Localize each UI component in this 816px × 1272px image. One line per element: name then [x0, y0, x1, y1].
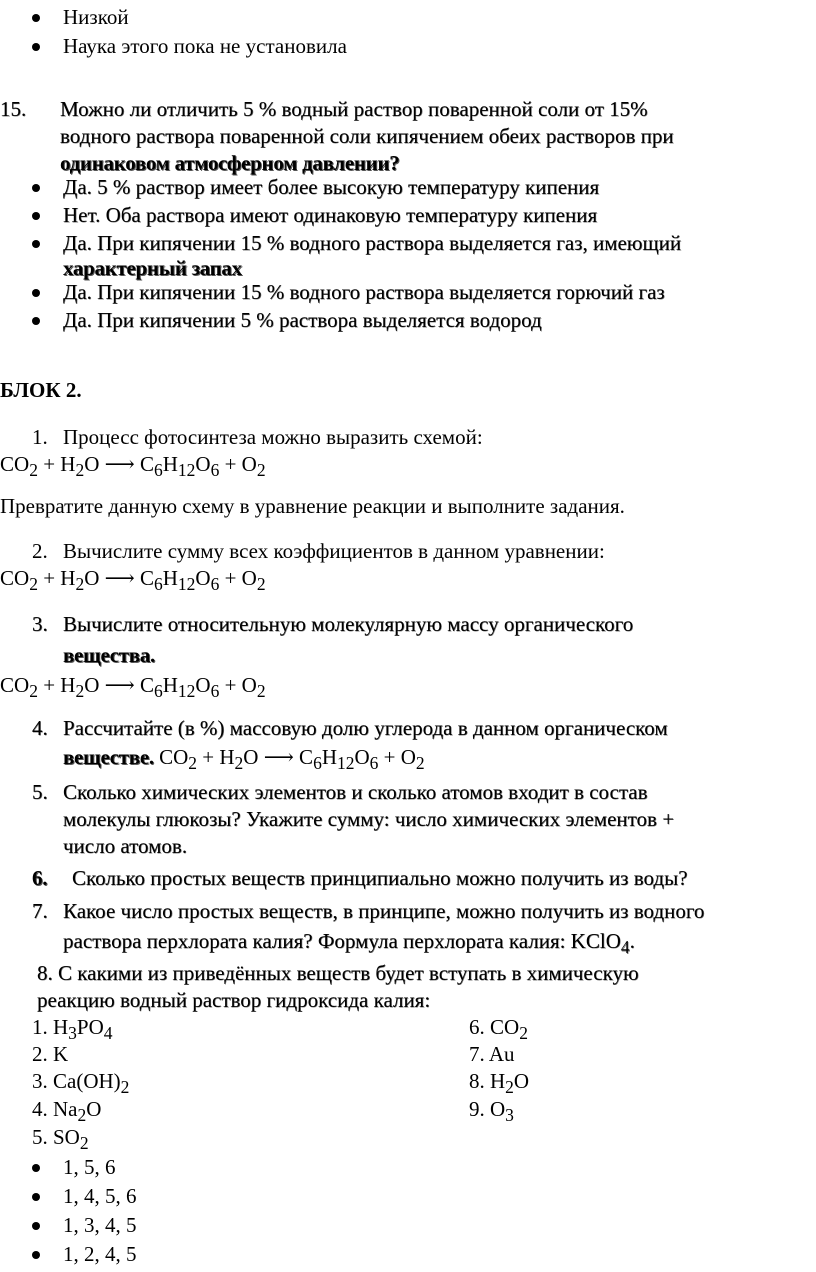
answer-option: 1, 2, 4, 5	[63, 1242, 137, 1266]
substance-item: 3. $Ca(OH)_2$	[32, 1069, 130, 1098]
question-text: Можно ли отличить 5 % водный раствор поваренной соли от 15%	[60, 97, 648, 121]
question-text: 8. С какими из приведённых веществ будет вступать в химическую	[37, 961, 639, 985]
answer-option: Низкой	[63, 5, 129, 29]
question-text: одинаковом атмосферном давлении?	[60, 151, 400, 175]
question-text: Какое число простых веществ, в принципе, можно получить из водного	[63, 899, 705, 923]
bullet-icon	[32, 184, 40, 192]
question-number: 7.	[32, 899, 48, 923]
reaction-equation: $CO_2 + H_2O$ ⟶ $C_6H_{12}O_6 + O_2$	[0, 566, 266, 595]
substance-item: 9. $O_3$	[469, 1097, 514, 1126]
question-text: Вычислите сумму всех коэффициентов в данном уравнении:	[63, 539, 605, 563]
question-text: водного раствора поваренной соли кипячением обеих растворов при	[60, 124, 674, 148]
answer-option: Да. При кипячении 15 % водного раствора выделяется горючий газ	[63, 280, 665, 304]
question-number: 6.	[32, 866, 48, 890]
bullet-icon	[32, 14, 40, 22]
answer-option: 1, 3, 4, 5	[63, 1213, 137, 1237]
substance-item: 8. $H_2O$	[469, 1069, 530, 1098]
answer-option: Да. 5 % раствор имеет более высокую температуру кипения	[63, 175, 600, 199]
bullet-icon	[32, 317, 40, 325]
answer-option: характерный запах	[63, 256, 242, 280]
question-text: вещества.	[63, 643, 155, 667]
question-text: Процесс фотосинтеза можно выразить схемой:	[63, 425, 483, 449]
question-text: реакцию водный раствор гидроксида калия:	[37, 988, 431, 1012]
bullet-icon	[32, 1251, 40, 1259]
section-heading: БЛОК 2.	[0, 378, 82, 402]
question-text: Сколько простых веществ принципиально можно получить из воды?	[72, 866, 688, 890]
question-number: 1.	[32, 425, 48, 449]
substance-item: 6. $CO_2$	[469, 1015, 528, 1044]
instruction-text: Превратите данную схему в уравнение реакции и выполните задания.	[0, 494, 625, 518]
question-text: число атомов.	[63, 834, 188, 858]
question-number: 4.	[32, 716, 48, 740]
question-text: Рассчитайте (в %) массовую долю углерода в данном органическом	[63, 716, 668, 740]
question-text: Сколько химических элементов и сколько атомов входит в состав	[63, 780, 648, 804]
question-number: 15.	[0, 97, 27, 121]
bullet-icon	[32, 240, 40, 248]
answer-option: Наука этого пока не установила	[63, 34, 347, 58]
question-number: 5.	[32, 780, 48, 804]
reaction-equation: $CO_2 + H_2O$ ⟶ $C_6H_{12}O_6 + O_2$	[0, 452, 266, 481]
question-text: раствора перхлората калия? Формула перхлората калия: KClO$_4$.	[63, 929, 635, 958]
question-text: Вычислите относительную молекулярную массу органического	[63, 612, 634, 636]
bullet-icon	[32, 289, 40, 297]
reaction-equation: $CO_2 + H_2O$ ⟶ $C_6H_{12}O_6 + O_2$	[0, 673, 266, 702]
bullet-icon	[32, 1222, 40, 1230]
bullet-icon	[32, 212, 40, 220]
answer-option: 1, 4, 5, 6	[63, 1184, 137, 1208]
question-text: молекулы глюкозы? Укажите сумму: число химических элементов +	[63, 807, 675, 831]
substance-item: 2. K	[32, 1042, 69, 1066]
substance-item: 4. $Na_2O$	[32, 1097, 102, 1126]
substance-item: 5. $SO_2$	[32, 1125, 89, 1154]
answer-option: Нет. Оба раствора имеют одинаковую температуру кипения	[63, 203, 598, 227]
answer-option: Да. При кипячении 5 % раствора выделяется водород	[63, 308, 542, 332]
question-number: 3.	[32, 612, 48, 636]
answer-option: Да. При кипячении 15 % водного раствора выделяется газ, имеющий	[63, 231, 682, 255]
question-text: веществе. $CO_2 + H_2O$ ⟶ $C_6H_{12}O_6 + O_2$	[63, 745, 425, 774]
bullet-icon	[32, 43, 40, 51]
answer-option: 1, 5, 6	[63, 1155, 116, 1179]
substance-item: 1. $H_3PO_4$	[32, 1015, 113, 1044]
bullet-icon	[32, 1164, 40, 1172]
substance-item: 7. Au	[469, 1042, 515, 1066]
bullet-icon	[32, 1193, 40, 1201]
question-number: 2.	[32, 539, 48, 563]
